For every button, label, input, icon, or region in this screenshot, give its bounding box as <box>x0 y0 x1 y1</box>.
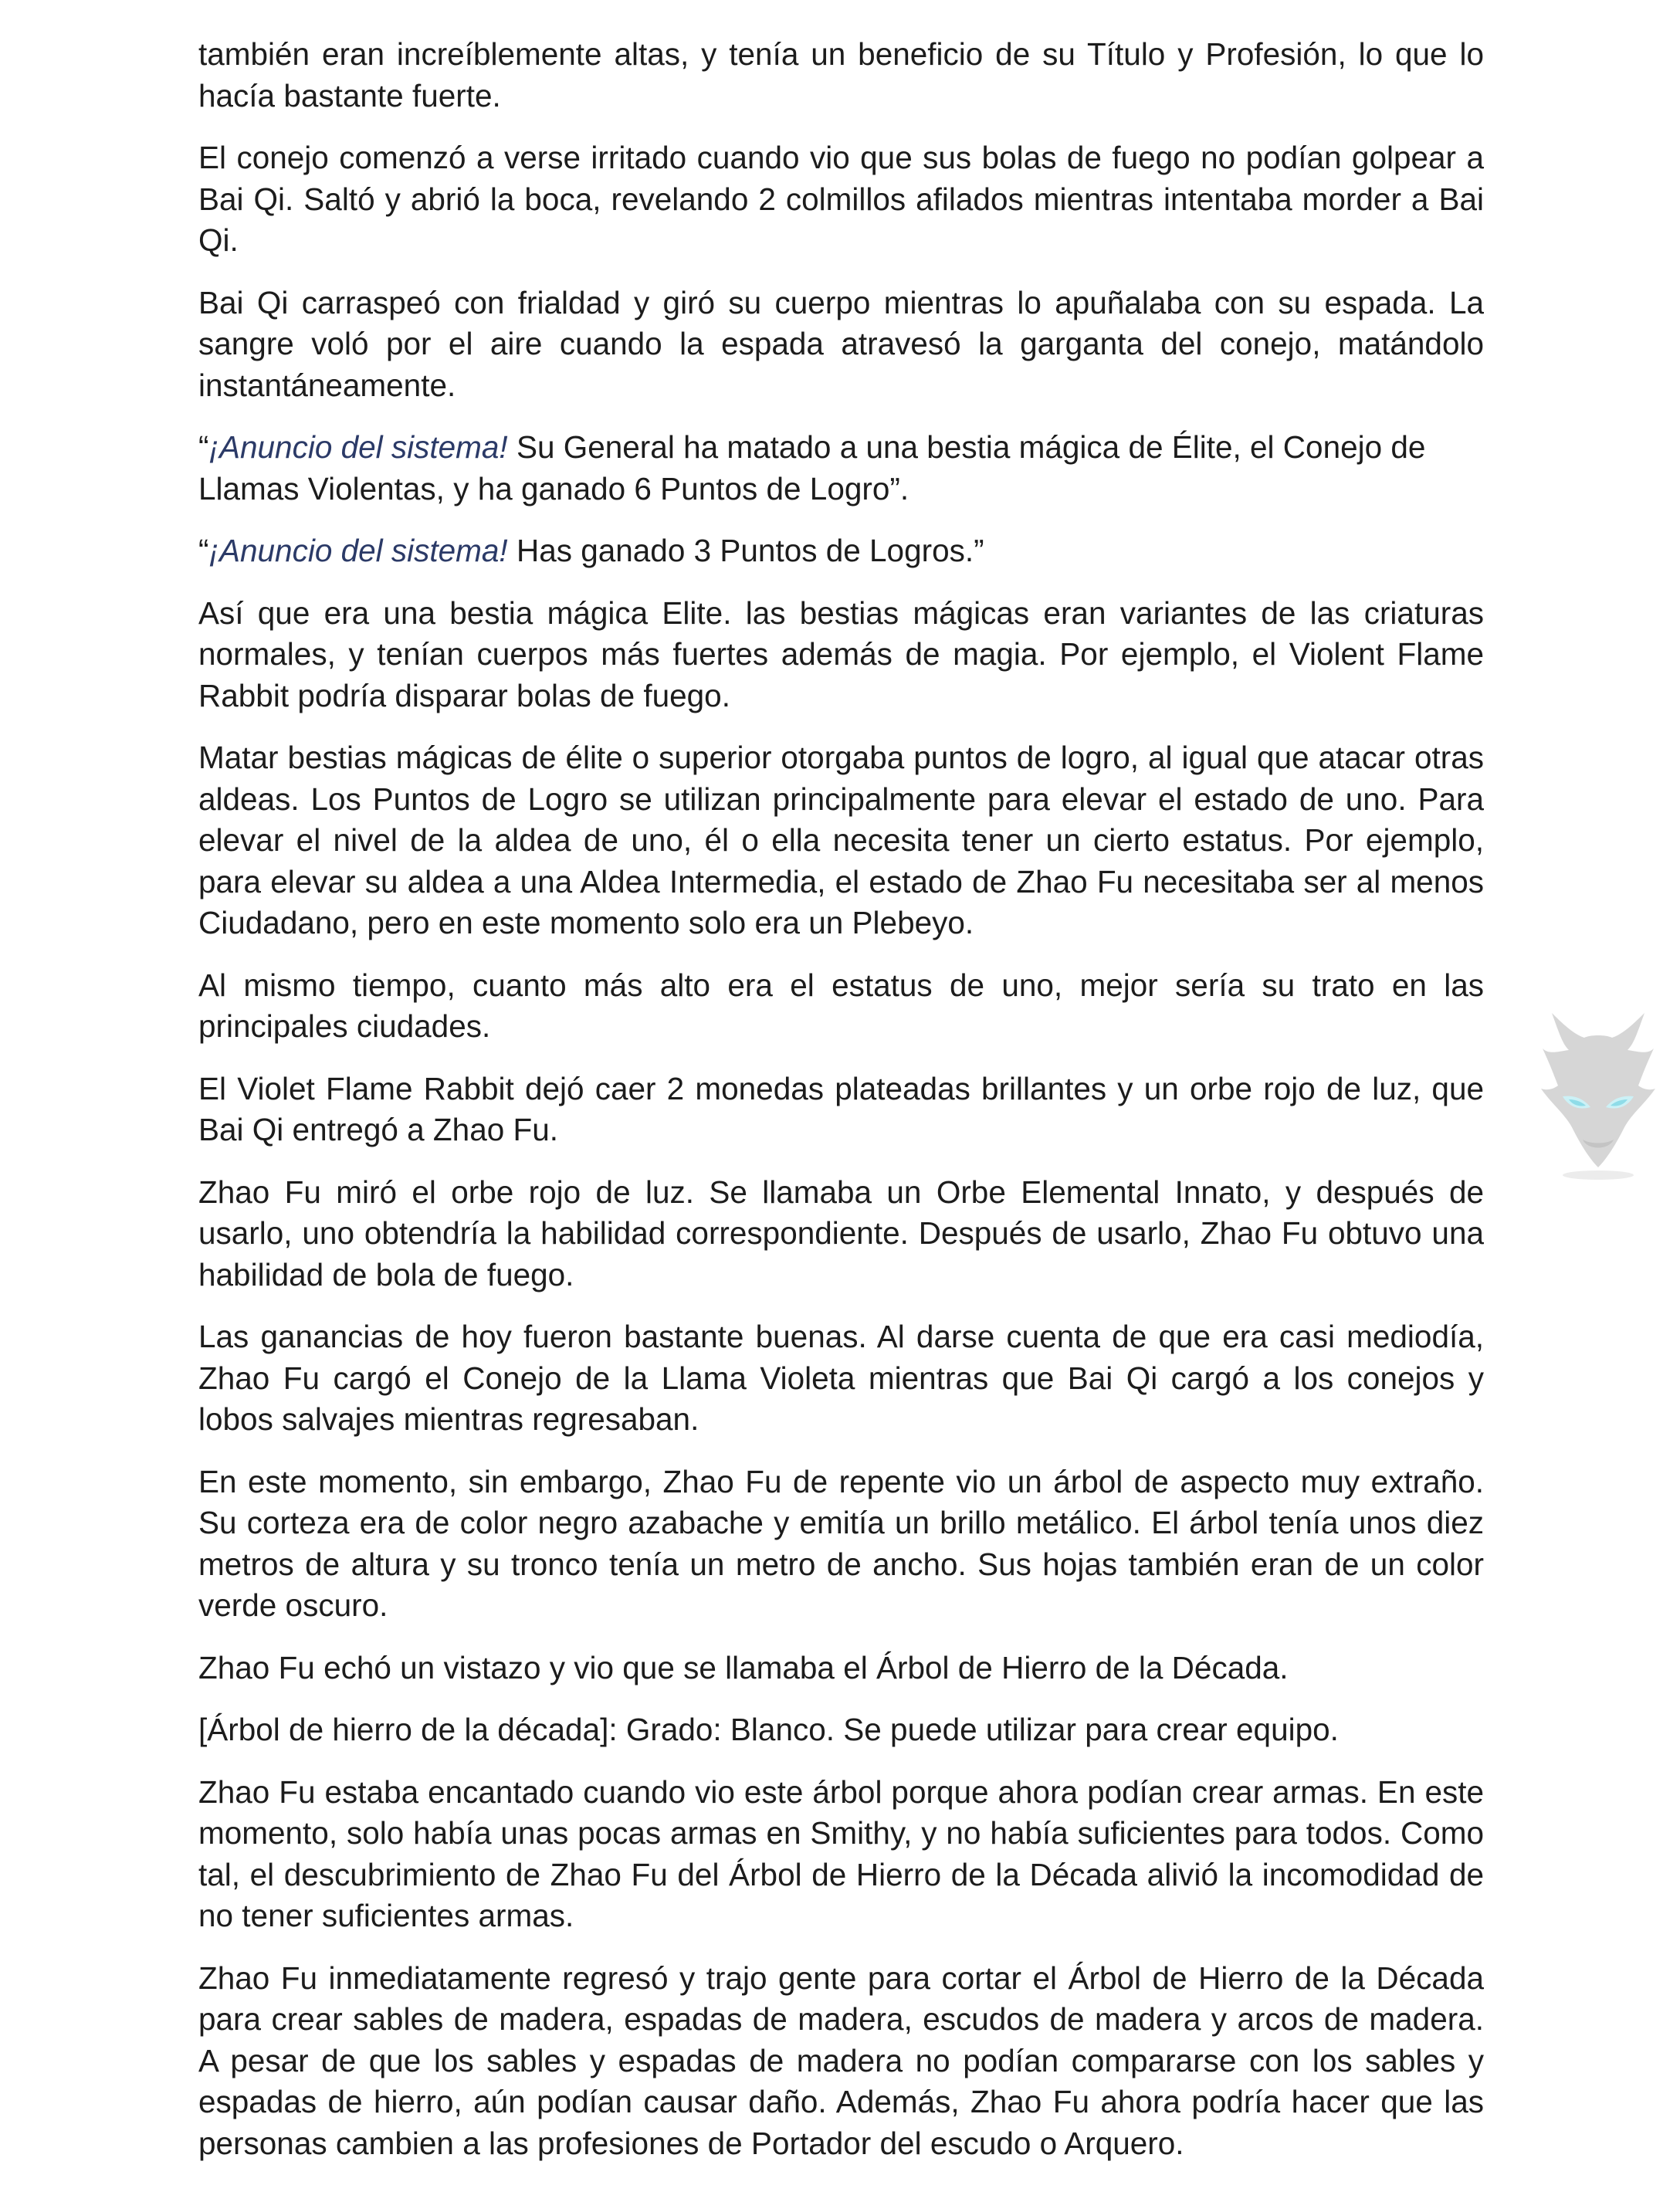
system-announcement-2 <box>198 530 1484 572</box>
open-quote: “ <box>198 429 209 465</box>
paragraph-3: Bai Qi carraspeó con frialdad y giró su cuerpo mientras lo apuñalaba con su espada. La sangre voló por el aire cuando la espada atravesó la garganta del conejo, matándolo instantáneamente. <box>198 284 1484 403</box>
paragraph-11: Las ganancias de hoy fueron bastante buenas. Al darse cuenta de que era casi mediodía, Zhao Fu cargó el Conejo de la Llama Violeta mientras que Bai Qi cargó a los conejos y lobos salvajes mientras regresaban. <box>198 1319 1484 1437</box>
paragraph-13: Zhao Fu echó un vistazo y vio que se llamaba el Árbol de Hierro de la Década. <box>198 1649 1289 1685</box>
demon-head-icon <box>1529 1004 1668 1181</box>
paragraph-2: El conejo comenzó a verse irritado cuando vio que sus bolas de fuego no podían golpear a Bai Qi. Saltó y abrió la boca, revelando 2 colmillos afilados mientras intentaba morder a Bai Qi. <box>198 140 1484 258</box>
paragraph-9: El Violet Flame Rabbit dejó caer 2 monedas plateadas brillantes y un orbe rojo de luz, que Bai Qi entregó a Zhao Fu. <box>198 1070 1484 1147</box>
system-announcement-1 <box>198 427 1484 510</box>
open-quote: “ <box>198 533 209 568</box>
system-label: ¡Anuncio del sistema! <box>208 533 508 568</box>
item-description: [Árbol de hierro de la década]: Grado: Blanco. Se puede utilizar para crear equipo. <box>198 1712 1339 1747</box>
paragraph-12: En este momento, sin embargo, Zhao Fu de repente vio un árbol de aspecto muy extraño. Su corteza era de color negro azabache y emitía un brillo metálico. El árbol tenía unos diez metros de altura y su tronco tenía un metro de ancho. Sus hojas también eran de un color verde oscuro. <box>198 1463 1484 1623</box>
paragraph-1: también eran increíblemente altas, y tenía un beneficio de su Título y Profesión, lo que lo hacía bastante fuerte. <box>198 36 1484 113</box>
paragraph-7: Matar bestias mágicas de élite o superior otorgaba puntos de logro, al igual que atacar otras aldeas. Los Puntos de Logro se utilizan principalmente para elevar el estado de uno. Para elevar el nivel de la aldea de uno, él o ella necesita tener un cierto estatus. Por ejemplo, para elevar su aldea a una Aldea Intermedia, el estado de Zhao Fu necesitaba ser al menos Ciudadano, pero en este momento solo era un Plebeyo. <box>198 740 1484 940</box>
paragraph-15: Zhao Fu estaba encantado cuando vio este árbol porque ahora podían crear armas. En este momento, solo había unas pocas armas en Smithy, y no había suficientes para todos. Como tal, el descubrimiento de Zhao Fu del Árbol de Hierro de la Década alivió la incomodidad de no tener suficientes armas. <box>198 1773 1484 1933</box>
paragraph-6: Así que era una bestia mágica Elite. las bestias mágicas eran variantes de las criaturas normales, y tenían cuerpos más fuertes además de magia. Por ejemplo, el Violent Flame Rabbit podría disparar bolas de fuego. <box>198 595 1484 713</box>
announcement-text: Su General ha matado a una bestia mágica de Élite, el Conejo de Llamas Violentas, y ha ganado 6 Puntos de Logro”. <box>198 429 1426 506</box>
paragraph-16: Zhao Fu inmediatamente regresó y trajo gente para cortar el Árbol de Hierro de la Década para crear sables de madera, espadas de madera, escudos de madera y arcos de madera. A pesar de que los sables y espadas de madera no podían compararse con los sables y espadas de hierro, aún podían causar daño. Además, Zhao Fu ahora podría hacer que las personas cambien a las profesiones de Portador del escudo o Arquero. <box>198 1960 1484 2161</box>
announcement-text: Has ganado 3 Puntos de Logros.” <box>507 533 984 568</box>
paragraph-10: Zhao Fu miró el orbe rojo de luz. Se llamaba un Orbe Elemental Innato, y después de usarlo, uno obtendría la habilidad correspondiente. Después de usarlo, Zhao Fu obtuvo una habilidad de bola de fuego. <box>198 1174 1484 1292</box>
system-label: ¡Anuncio del sistema! <box>208 429 508 465</box>
document-body <box>198 34 1484 2185</box>
paragraph-8: Al mismo tiempo, cuanto más alto era el estatus de uno, mejor sería su trato en las principales ciudades. <box>198 967 1484 1044</box>
